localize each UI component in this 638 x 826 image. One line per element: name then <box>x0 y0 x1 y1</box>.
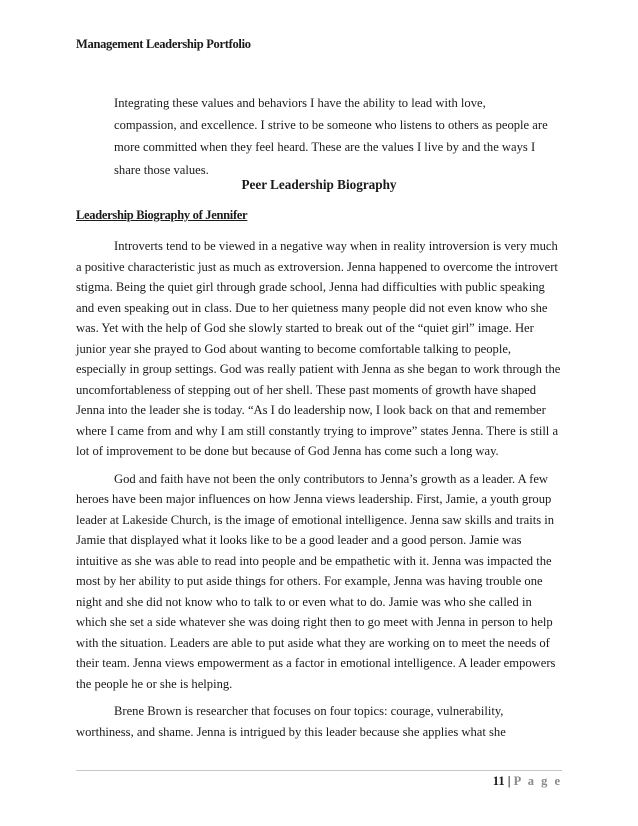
document-header-title: Management Leadership Portfolio <box>76 37 251 51</box>
body-paragraph-3: Brene Brown is researcher that focuses on four topics: courage, vulnerability, worthiness, and shame. Jenna is intrigued by this leader because she applies what she <box>76 704 506 739</box>
footer-divider <box>76 770 562 771</box>
page-number: 11 <box>492 774 505 788</box>
intro-paragraph: Integrating these values and behaviors I have the ability to lead with love, compassion, and excellence. I strive to be someone who listens to others as people are more committed when they feel heard. These are the values I live by and the ways I share those values. <box>114 96 548 177</box>
page-footer <box>493 774 562 789</box>
body-paragraph-1: Introverts tend to be viewed in a negative way when in reality introversion is very much a positive characteristic just as much as extroversion. Jenna happened to overcome the introvert stigma. Being the quiet girl through grade school, Jenna had difficulties with public speaking and even speaking out in class. Due to her quietness many people did not even know who she was. Yet with the help of God she slowly started to break out of the “quiet girl” image. Her junior year she prayed to God about wanting to become comfortable talking to people, especially in group settings. God was really patient with Jenna as she began to work through the uncomfortableness of stepping out of her shell. These past moments of growth have shaped Jenna into the leader she is today. “As I do leadership now, I look back on that and remember where I came from and why I am still constantly trying to improve” states Jenna. There is still a lot of improvement to be done but because of God Jenna has come such a long way. <box>76 239 561 458</box>
page-separator: | <box>507 774 511 788</box>
subheading: Leadership Biography of Jennifer <box>76 208 248 222</box>
body-paragraph-2: God and faith have not been the only contributors to Jenna’s growth as a leader. A few heroes have been major influences on how Jenna views leadership. First, Jamie, a youth group leader at Lakeside Church, is the image of emotional intelligence. Jenna saw skills and traits in Jamie that displayed what it looks like to be a good leader and a good person. Jamie was intuitive as she was able to read into people and be empathetic with it. Jenna was impacted the most by her ability to put aside things for others. For example, Jenna was having trouble one night and she did not know who to talk to or even what to do. Jamie was who she called in which she set a side whatever she was doing right then to go meet with Jenna in person to help with the situation. Leaders are able to put aside what they are working on to meet the needs of their team. Jenna views empowerment as a factor in emotional intelligence. A leader empowers the people he or she is helping. <box>76 471 556 691</box>
section-title: Peer Leadership Biography <box>241 177 397 192</box>
page-label: P a g e <box>513 774 562 788</box>
body-text <box>76 236 562 749</box>
